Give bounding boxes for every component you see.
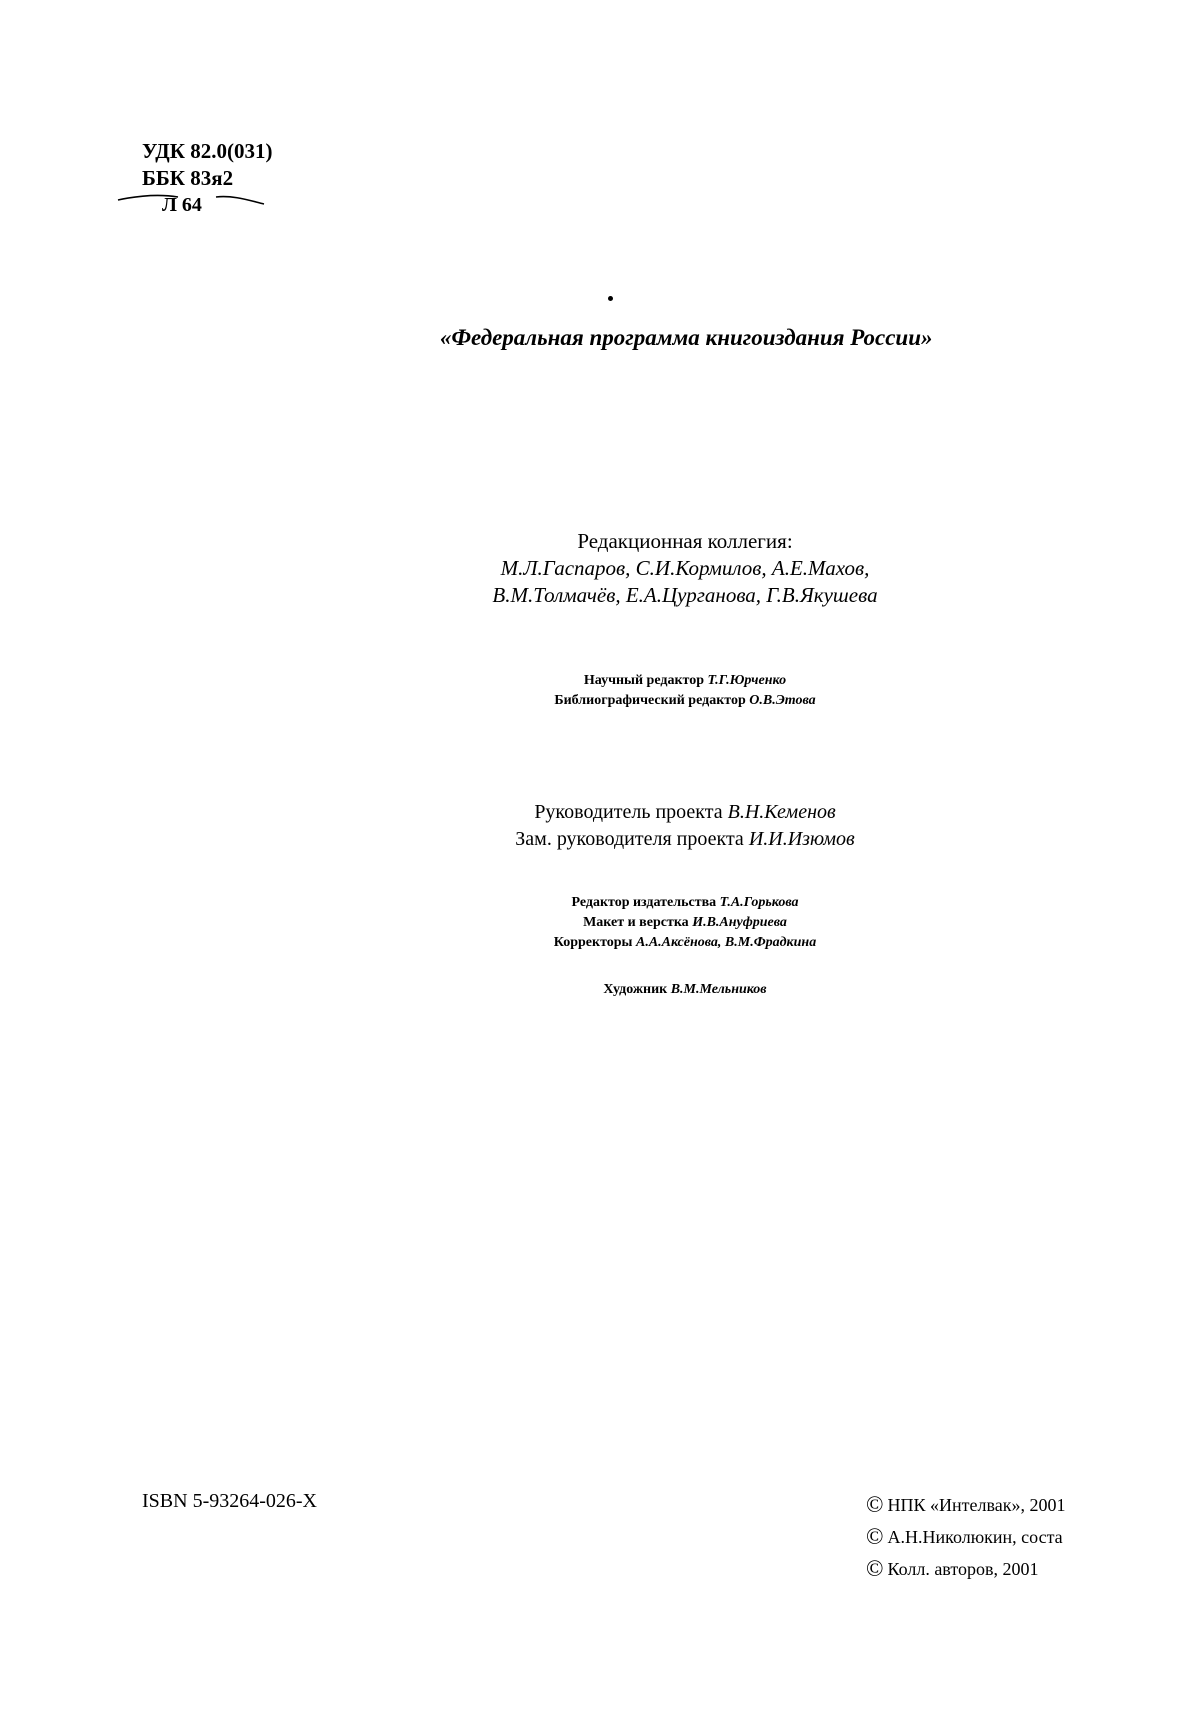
copyright-line — [866, 1553, 1200, 1585]
copyright-symbol: © — [866, 1492, 884, 1517]
udc-code: УДК 82.0(031) — [142, 139, 273, 163]
scientific-editor-label: Научный редактор — [583, 673, 704, 688]
copyright-line — [866, 1521, 1200, 1553]
artist-line — [380, 980, 990, 1000]
editorial-board-members-line-1: М.Л.Гаспаров, С.И.Кормилов, А.Е.Махов, — [500, 556, 870, 580]
editorial-board-members-line-2: В.М.Толмачёв, Е.А.Цурганова, Г.В.Якушева — [492, 583, 878, 607]
publisher-editor-label: Редактор издательства — [571, 895, 717, 910]
artist-label: Художник — [603, 982, 668, 997]
classification-codes — [142, 138, 272, 192]
proofreaders-line — [380, 933, 990, 953]
layout-name: И.В.Ануфриева — [692, 915, 787, 930]
project-head-line — [380, 799, 990, 826]
copyright-holder: Колл. авторов, 2001 — [887, 1559, 1039, 1579]
layout-label: Макет и верстка — [583, 915, 689, 930]
copyright-line — [866, 1489, 1200, 1521]
bibliographic-editor-line — [380, 691, 990, 711]
isbn: ISBN 5-93264-026-X — [142, 1490, 317, 1512]
editors-block — [380, 671, 990, 711]
scientific-editor-line — [380, 671, 990, 691]
bibliographic-editor-label: Библиографический редактор — [554, 693, 746, 708]
layout-line — [380, 913, 990, 933]
publisher-editor-name: Т.А.Горькова — [719, 895, 799, 910]
program-title: «Федеральная программа книгоиздания России» — [440, 325, 933, 350]
copyright-symbol: © — [866, 1556, 884, 1581]
project-deputy-line — [380, 826, 990, 853]
editorial-board-heading: Редакционная коллегия: — [577, 529, 793, 553]
proofreaders-names: А.А.Аксёнова, В.М.Фрадкина — [635, 935, 817, 950]
scientific-editor-name: Т.Г.Юрченко — [707, 673, 787, 688]
editorial-board — [380, 528, 990, 609]
copyright-holder: А.Н.Николюкин, соста — [887, 1527, 1063, 1547]
author-mark: Л 64 — [162, 194, 202, 216]
copyright-list — [866, 1489, 1200, 1585]
project-head-name: В.Н.Кеменов — [727, 801, 836, 823]
project-deputy-label: Зам. руководителя проекта — [515, 828, 744, 850]
project-deputy-name: И.И.Изюмов — [748, 828, 855, 850]
publisher-editor-line — [380, 893, 990, 913]
publishing-staff — [380, 893, 990, 953]
proofreaders-label: Корректоры — [553, 935, 633, 950]
copyright-holder: НПК «Интелвак», 2001 — [887, 1495, 1066, 1515]
decorative-dot — [608, 296, 613, 301]
bbk-code: ББК 83я2 — [142, 166, 234, 190]
project-head-label: Руководитель проекта — [534, 801, 723, 823]
bibliographic-editor-name: О.В.Этова — [749, 693, 816, 708]
artist-name: В.М.Мельников — [670, 982, 767, 997]
project-leadership — [380, 799, 990, 853]
copyright-symbol: © — [866, 1524, 884, 1549]
